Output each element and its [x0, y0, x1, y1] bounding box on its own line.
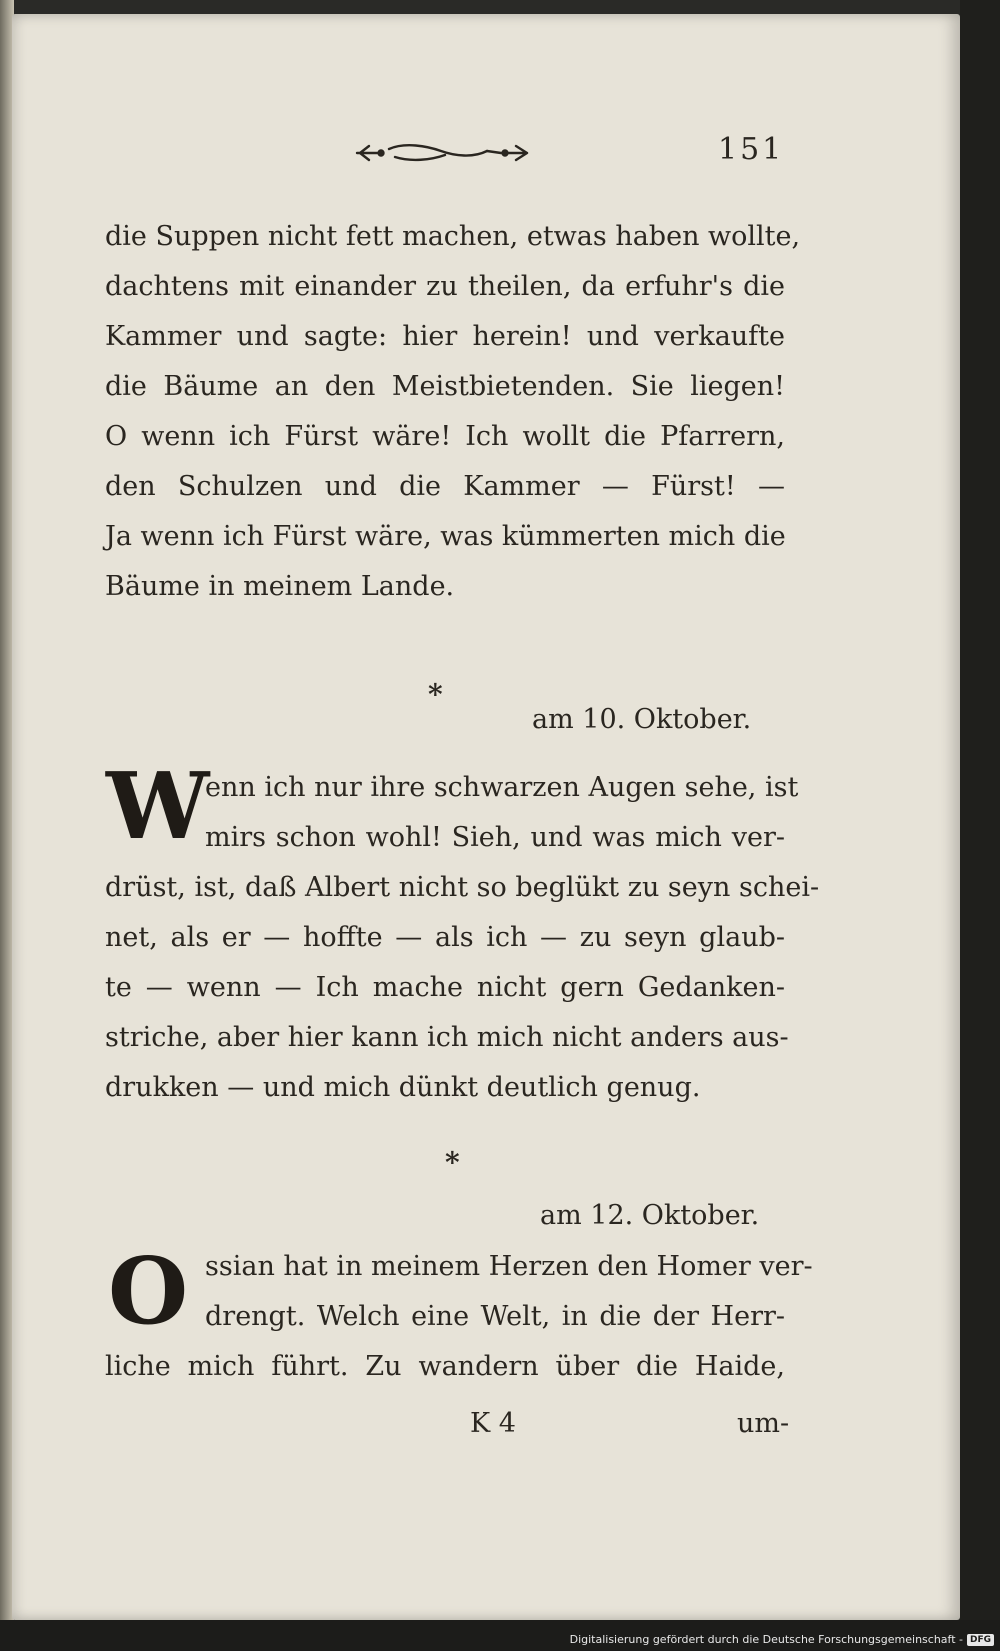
entry-date: am 12. Oktober.: [540, 1200, 760, 1231]
catchword: um-: [737, 1408, 790, 1439]
text-line: drüst, ist, daß Albert nicht so beglükt zu seyn schei-: [105, 872, 820, 903]
text-line: ssian hat in meinem Herzen den Homer ver-: [205, 1251, 813, 1282]
book-right-edge: [960, 0, 1000, 1651]
text-line: O wenn ich Fürst wäre! Ich wollt die Pfarrern,: [105, 421, 785, 452]
text-line: drengt. Welch eine Welt, in die der Herr-: [205, 1301, 785, 1332]
page-number: 151: [718, 132, 785, 167]
text-line: Kammer und sagte: hier herein! und verkaufte: [105, 321, 785, 352]
text-line: enn ich nur ihre schwarzen Augen sehe, ist: [205, 772, 799, 803]
text-line: drukken — und mich dünkt deutlich genug.: [105, 1072, 701, 1103]
text-line: mirs schon wohl! Sieh, und was mich ver-: [205, 822, 785, 853]
attribution-text: Digitalisierung gefördert durch die Deutsche Forschungsgemeinschaft -: [569, 1633, 963, 1646]
section-star: *: [428, 678, 443, 711]
text-line: Ja wenn ich Fürst wäre, was kümmerten mich die: [105, 521, 786, 552]
text-line: die Bäume an den Meistbietenden. Sie liegen!: [105, 371, 785, 402]
entry-date: am 10. Oktober.: [532, 704, 752, 735]
drop-cap: W: [106, 752, 210, 860]
header-ornament-icon: [355, 136, 530, 170]
drop-cap: O: [108, 1237, 189, 1345]
signature-mark: K 4: [470, 1408, 516, 1439]
text-line: die Suppen nicht fett machen, etwas haben wollte,: [105, 221, 801, 252]
text-line: Bäume in meinem Lande.: [105, 571, 455, 602]
text-line: liche mich führt. Zu wandern über die Haide,: [105, 1351, 785, 1382]
section-star: *: [445, 1146, 460, 1179]
text-line: te — wenn — Ich mache nicht gern Gedanken-: [105, 972, 785, 1003]
attribution-footer: [570, 1633, 994, 1646]
text-line: striche, aber hier kann ich mich nicht anders aus-: [105, 1022, 789, 1053]
text-line: net, als er — hoffte — als ich — zu seyn glaub-: [105, 922, 785, 953]
dfg-logo-icon: DFG: [967, 1634, 994, 1646]
text-line: den Schulzen und die Kammer — Fürst! —: [105, 471, 785, 502]
text-line: dachtens mit einander zu theilen, da erfuhr's die: [105, 271, 785, 302]
